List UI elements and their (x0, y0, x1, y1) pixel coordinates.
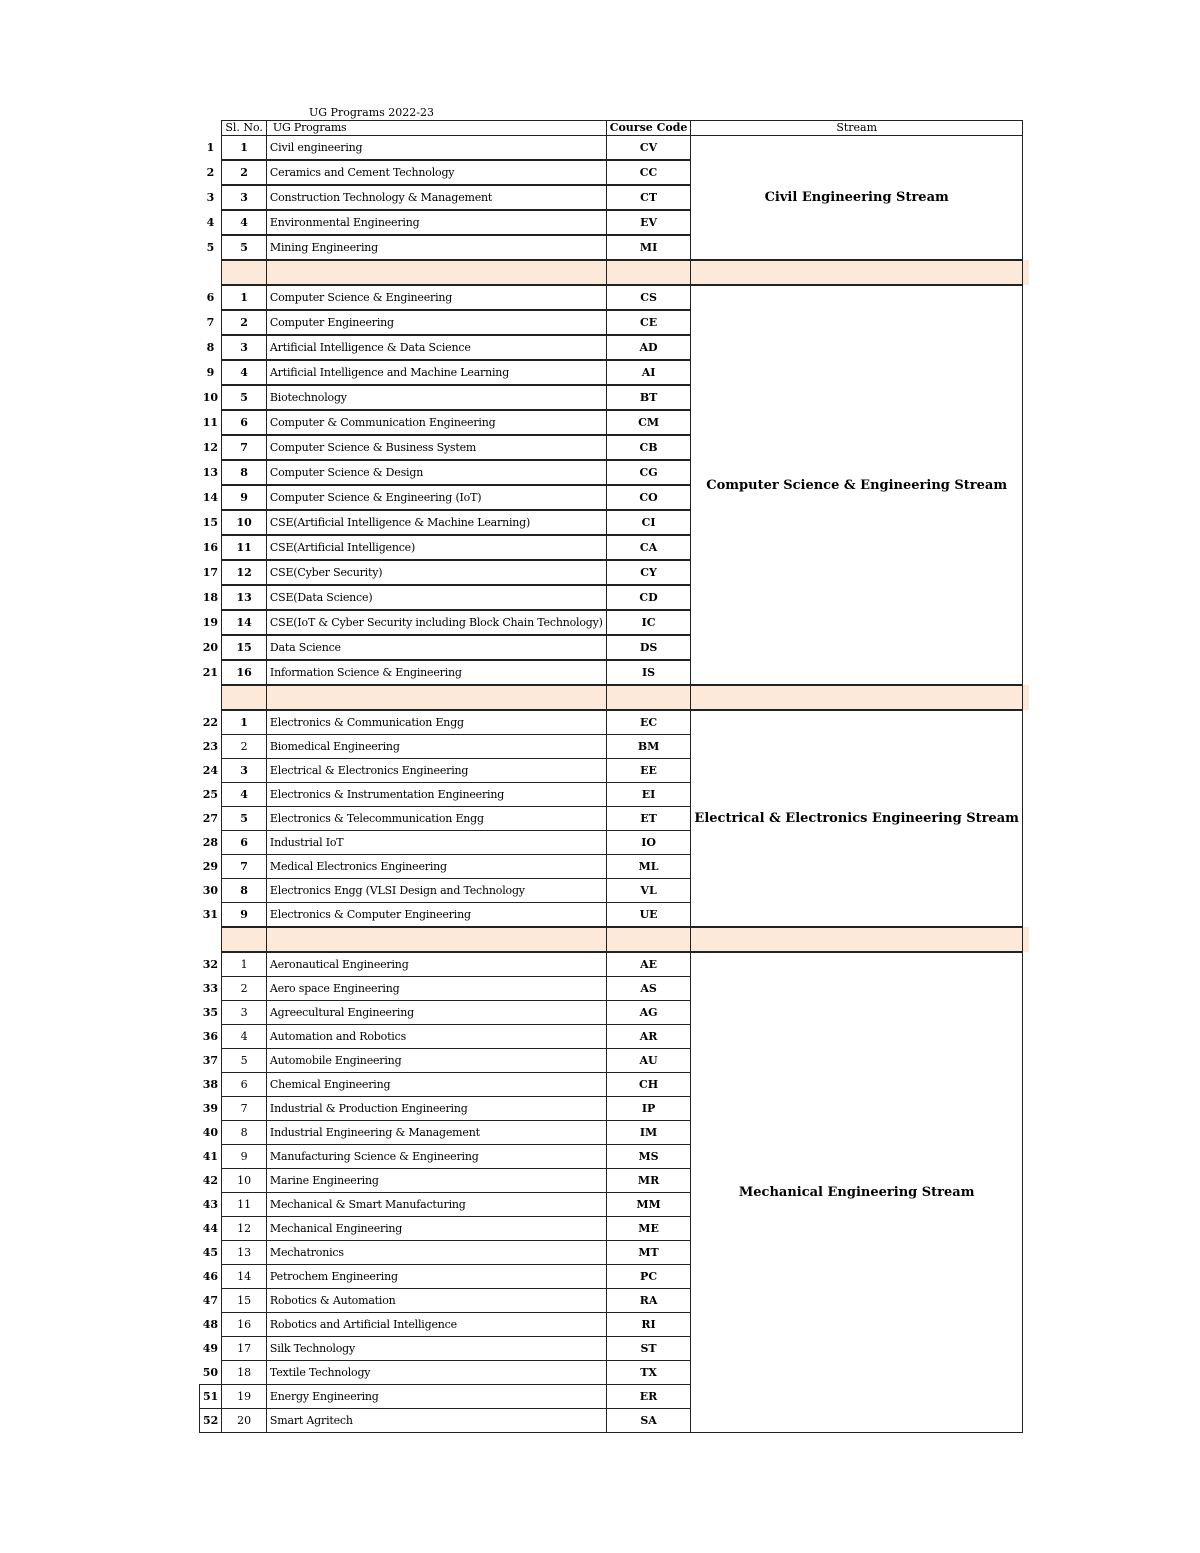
row-index: 19 (202, 616, 219, 629)
program-name: Electrical & Electronics Engineering (266, 759, 606, 783)
serial-number: 13 (222, 1241, 267, 1265)
program-name: Mechanical & Smart Manufacturing (266, 1193, 606, 1217)
row-index: 51 (200, 1385, 222, 1409)
program-name: Robotics and Artificial Intelligence (266, 1313, 606, 1337)
header-blank-cell (200, 121, 222, 136)
course-code: CI (606, 510, 691, 535)
row-index: 43 (202, 1198, 219, 1211)
serial-number: 8 (222, 460, 267, 485)
row-index: 4 (206, 216, 215, 229)
serial-number: 13 (222, 585, 267, 610)
serial-number: 1 (222, 710, 267, 735)
program-name: Textile Technology (266, 1361, 606, 1385)
serial-number: 14 (222, 610, 267, 635)
serial-number: 7 (222, 435, 267, 460)
serial-number: 19 (222, 1385, 267, 1409)
course-code: VL (606, 879, 691, 903)
row-index: 20 (202, 641, 219, 654)
row-index: 5 (206, 241, 215, 254)
course-code: EV (606, 210, 691, 235)
row-index: 49 (202, 1342, 219, 1355)
serial-number: 4 (222, 783, 267, 807)
course-code: CO (606, 485, 691, 510)
row-index: 30 (202, 884, 219, 897)
serial-number: 10 (222, 510, 267, 535)
serial-number: 2 (222, 977, 267, 1001)
course-code: IS (606, 660, 691, 685)
serial-number: 17 (222, 1337, 267, 1361)
separator-cell (266, 685, 606, 710)
course-code: CE (606, 310, 691, 335)
serial-number: 1 (222, 136, 267, 161)
separator-blank (200, 685, 222, 710)
course-code: IP (606, 1097, 691, 1121)
program-name: CSE(IoT & Cyber Security including Block Chain Technology) (266, 610, 606, 635)
row-index: 50 (202, 1365, 219, 1379)
stream-label: Computer Science & Engineering Stream (691, 285, 1023, 685)
serial-number: 8 (222, 1121, 267, 1145)
serial-number: 16 (222, 1313, 267, 1337)
serial-number: 9 (222, 903, 267, 928)
program-name: Biotechnology (266, 385, 606, 410)
row-index: 15 (202, 516, 219, 529)
course-code: CA (606, 535, 691, 560)
row-index: 45 (202, 1246, 219, 1259)
table-row (200, 285, 1029, 310)
serial-number: 7 (222, 1097, 267, 1121)
row-index: 27 (202, 812, 219, 825)
serial-number: 11 (222, 1193, 267, 1217)
table-body (200, 121, 1029, 1433)
course-code: MR (606, 1169, 691, 1193)
row-index: 9 (206, 366, 215, 379)
stream-label: Civil Engineering Stream (691, 136, 1023, 261)
row-index: 7 (206, 316, 215, 329)
program-name: Automation and Robotics (266, 1025, 606, 1049)
course-code: CB (606, 435, 691, 460)
course-code: MT (606, 1241, 691, 1265)
table-row (200, 710, 1029, 735)
course-code: AI (606, 360, 691, 385)
program-name: Industrial IoT (266, 831, 606, 855)
serial-number: 15 (222, 1289, 267, 1313)
course-code: ML (606, 855, 691, 879)
stream-label: Mechanical Engineering Stream (691, 952, 1023, 1433)
program-name: Computer Science & Business System (266, 435, 606, 460)
separator-extra-fill (1022, 260, 1029, 285)
stream-separator-row (200, 927, 1029, 952)
program-name: Industrial & Production Engineering (266, 1097, 606, 1121)
stream-separator-row (200, 260, 1029, 285)
serial-number: 10 (222, 1169, 267, 1193)
serial-number: 5 (222, 1049, 267, 1073)
serial-number: 3 (222, 759, 267, 783)
course-code: RA (606, 1289, 691, 1313)
row-index: 48 (202, 1318, 219, 1331)
serial-number: 1 (222, 285, 267, 310)
course-code: CM (606, 410, 691, 435)
course-code: CS (606, 285, 691, 310)
separator-cell (606, 685, 691, 710)
row-index: 17 (202, 566, 219, 579)
program-name: CSE(Cyber Security) (266, 560, 606, 585)
header-stream: Stream (691, 121, 1023, 136)
separator-extra-fill (1022, 685, 1029, 710)
row-index: 21 (202, 666, 219, 679)
course-code: EC (606, 710, 691, 735)
serial-number: 18 (222, 1361, 267, 1385)
program-name: Robotics & Automation (266, 1289, 606, 1313)
serial-number: 5 (222, 235, 267, 260)
program-name: Industrial Engineering & Management (266, 1121, 606, 1145)
course-code: AE (606, 952, 691, 977)
stream-label: Electrical & Electronics Engineering Stream (691, 710, 1023, 927)
row-index: 37 (202, 1054, 219, 1067)
row-index: 29 (202, 860, 219, 873)
course-code: AR (606, 1025, 691, 1049)
course-code: EI (606, 783, 691, 807)
row-index: 36 (202, 1030, 219, 1043)
row-index: 46 (202, 1270, 219, 1283)
row-index: 35 (202, 1006, 219, 1019)
course-code: IC (606, 610, 691, 635)
header-course-code: Course Code (606, 121, 691, 136)
separator-cell (606, 927, 691, 952)
course-code: IM (606, 1121, 691, 1145)
program-name: Petrochem Engineering (266, 1265, 606, 1289)
course-code: ET (606, 807, 691, 831)
program-name: Computer Engineering (266, 310, 606, 335)
course-code: MS (606, 1145, 691, 1169)
serial-number: 6 (222, 1073, 267, 1097)
row-index: 8 (206, 341, 215, 354)
course-code: RI (606, 1313, 691, 1337)
serial-number: 4 (222, 360, 267, 385)
program-name: Computer Science & Engineering (266, 285, 606, 310)
row-index: 16 (202, 541, 219, 554)
program-name: Artificial Intelligence & Data Science (266, 335, 606, 360)
row-index: 2 (206, 166, 215, 179)
course-code: ER (606, 1385, 691, 1409)
stream-separator-row (200, 685, 1029, 710)
program-name: Mechatronics (266, 1241, 606, 1265)
table-row (200, 952, 1029, 977)
row-index: 31 (202, 908, 219, 922)
program-name: Chemical Engineering (266, 1073, 606, 1097)
course-code: EE (606, 759, 691, 783)
header-row (200, 121, 1029, 136)
row-index: 40 (202, 1126, 219, 1139)
row-index: 11 (202, 416, 219, 429)
program-name: Electronics & Computer Engineering (266, 903, 606, 928)
program-name: Mining Engineering (266, 235, 606, 260)
program-name: Civil engineering (266, 136, 606, 161)
row-index: 22 (202, 715, 219, 729)
row-index: 12 (202, 441, 219, 454)
serial-number: 12 (222, 560, 267, 585)
separator-cell (691, 260, 1023, 285)
course-code: AD (606, 335, 691, 360)
row-index: 28 (202, 836, 219, 849)
serial-number: 12 (222, 1217, 267, 1241)
row-index: 3 (206, 191, 215, 204)
course-code: ME (606, 1217, 691, 1241)
serial-number: 3 (222, 1001, 267, 1025)
course-code: MM (606, 1193, 691, 1217)
row-index: 24 (202, 764, 219, 777)
course-code: MI (606, 235, 691, 260)
row-index: 6 (206, 291, 215, 304)
document-title: UG Programs 2022-23 (309, 106, 434, 119)
program-name: Marine Engineering (266, 1169, 606, 1193)
program-name: Manufacturing Science & Engineering (266, 1145, 606, 1169)
serial-number: 20 (222, 1409, 267, 1433)
serial-number: 7 (222, 855, 267, 879)
course-code: DS (606, 635, 691, 660)
serial-number: 9 (222, 485, 267, 510)
program-name: Energy Engineering (266, 1385, 606, 1409)
row-index: 39 (202, 1102, 219, 1115)
row-index: 18 (202, 591, 219, 604)
row-index: 14 (202, 491, 219, 504)
serial-number: 3 (222, 335, 267, 360)
separator-cell (222, 927, 267, 952)
row-index: 52 (200, 1409, 222, 1433)
course-code: BM (606, 735, 691, 759)
table-row (200, 136, 1029, 161)
program-name: Biomedical Engineering (266, 735, 606, 759)
header-ug-programs: UG Programs (266, 121, 606, 136)
course-code: SA (606, 1409, 691, 1433)
serial-number: 6 (222, 410, 267, 435)
separator-cell (266, 927, 606, 952)
course-code: UE (606, 903, 691, 928)
ug-programs-table (199, 120, 1029, 1433)
program-name: Computer Science & Engineering (IoT) (266, 485, 606, 510)
serial-number: 11 (222, 535, 267, 560)
serial-number: 14 (222, 1265, 267, 1289)
row-index: 38 (202, 1078, 219, 1091)
separator-blank (200, 927, 222, 952)
separator-cell (691, 685, 1023, 710)
program-name: Construction Technology & Management (266, 185, 606, 210)
serial-number: 5 (222, 385, 267, 410)
row-index: 42 (202, 1174, 219, 1187)
course-code: CH (606, 1073, 691, 1097)
row-index: 1 (206, 141, 215, 155)
course-code: AG (606, 1001, 691, 1025)
program-name: Information Science & Engineering (266, 660, 606, 685)
course-code: CY (606, 560, 691, 585)
row-index: 10 (202, 391, 219, 404)
separator-extra-fill (1022, 927, 1029, 952)
course-code: CD (606, 585, 691, 610)
serial-number: 5 (222, 807, 267, 831)
separator-cell (222, 685, 267, 710)
program-name: Aeronautical Engineering (266, 952, 606, 977)
row-index: 23 (202, 740, 219, 753)
course-code: TX (606, 1361, 691, 1385)
program-name: Automobile Engineering (266, 1049, 606, 1073)
course-code: BT (606, 385, 691, 410)
program-name: CSE(Artificial Intelligence) (266, 535, 606, 560)
program-name: Electronics & Instrumentation Engineering (266, 783, 606, 807)
serial-number: 15 (222, 635, 267, 660)
program-name: Data Science (266, 635, 606, 660)
serial-number: 4 (222, 210, 267, 235)
course-code: CC (606, 160, 691, 185)
program-name: CSE(Artificial Intelligence & Machine Learning) (266, 510, 606, 535)
separator-cell (266, 260, 606, 285)
program-name: Artificial Intelligence and Machine Learning (266, 360, 606, 385)
program-name: Computer & Communication Engineering (266, 410, 606, 435)
course-code: AS (606, 977, 691, 1001)
separator-cell (222, 260, 267, 285)
separator-cell (606, 260, 691, 285)
row-index: 47 (202, 1294, 219, 1307)
program-name: Medical Electronics Engineering (266, 855, 606, 879)
serial-number: 16 (222, 660, 267, 685)
row-index: 44 (202, 1222, 219, 1235)
serial-number: 4 (222, 1025, 267, 1049)
course-code: ST (606, 1337, 691, 1361)
program-name: Computer Science & Design (266, 460, 606, 485)
serial-number: 2 (222, 160, 267, 185)
program-name: Mechanical Engineering (266, 1217, 606, 1241)
course-code: CV (606, 136, 691, 161)
serial-number: 1 (222, 952, 267, 977)
course-code: IO (606, 831, 691, 855)
course-code: CT (606, 185, 691, 210)
separator-blank (200, 260, 222, 285)
program-name: Agreecultural Engineering (266, 1001, 606, 1025)
course-code: CG (606, 460, 691, 485)
serial-number: 2 (222, 310, 267, 335)
serial-number: 8 (222, 879, 267, 903)
program-name: CSE(Data Science) (266, 585, 606, 610)
row-index: 25 (202, 788, 219, 801)
row-index: 41 (202, 1150, 219, 1163)
header-sl-no: Sl. No. (222, 121, 267, 136)
program-name: Electronics & Telecommunication Engg (266, 807, 606, 831)
row-index: 33 (202, 982, 219, 995)
program-name: Electronics Engg (VLSI Design and Technology (266, 879, 606, 903)
course-code: AU (606, 1049, 691, 1073)
program-name: Environmental Engineering (266, 210, 606, 235)
separator-cell (691, 927, 1023, 952)
program-name: Smart Agritech (266, 1409, 606, 1433)
serial-number: 6 (222, 831, 267, 855)
serial-number: 9 (222, 1145, 267, 1169)
program-name: Silk Technology (266, 1337, 606, 1361)
serial-number: 2 (222, 735, 267, 759)
program-name: Electronics & Communication Engg (266, 710, 606, 735)
row-index: 13 (202, 466, 219, 479)
program-name: Ceramics and Cement Technology (266, 160, 606, 185)
row-index: 32 (202, 957, 219, 971)
course-code: PC (606, 1265, 691, 1289)
serial-number: 3 (222, 185, 267, 210)
program-name: Aero space Engineering (266, 977, 606, 1001)
